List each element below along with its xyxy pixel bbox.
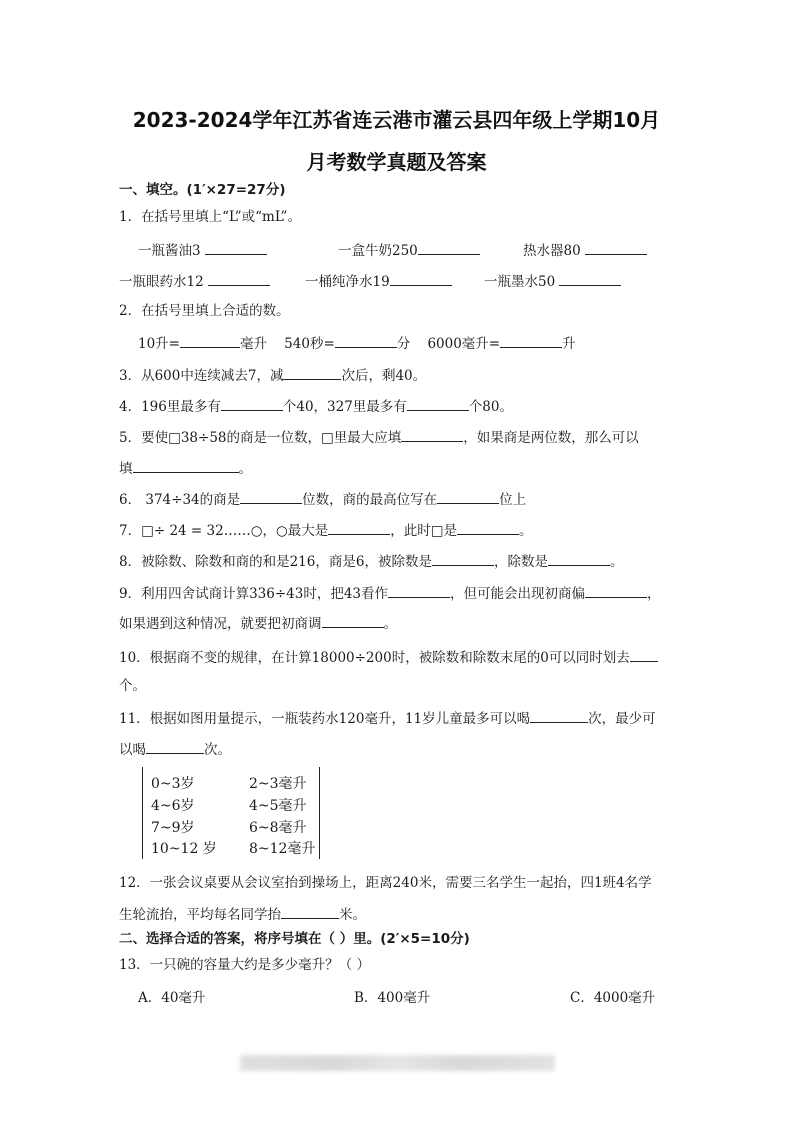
q2-parts: 10升= 毫升 540秒= 分 6000毫升= 升 <box>138 333 576 353</box>
q10-line2: 个。 <box>119 678 146 694</box>
q13-option-b: B．400毫升 <box>354 990 431 1006</box>
dosage-table <box>142 767 320 859</box>
dosage-row: 7~9岁 6~8毫升 <box>151 820 307 836</box>
q1-item-2: 一盒牛奶250 <box>338 240 480 260</box>
q2-text: 2．在括号里填上合适的数。 <box>119 303 290 319</box>
q1-item-6: 一瓶墨水50 <box>484 271 621 291</box>
dosage-row: 4~6岁 4~5毫升 <box>151 798 307 814</box>
dosage-row: 0~3岁 2~3毫升 <box>151 776 307 792</box>
q1-text: 1．在括号里填上“L”或“mL”。 <box>119 209 301 225</box>
q9-line1: 9．利用四舍试商计算336÷43时，把43看作 ，但可能会出现初商偏 ， <box>119 583 661 603</box>
q11-line2: 以喝 次。 <box>119 739 231 759</box>
page-title-line1: 2023-2024学年江苏省连云港市灌云县四年级上学期10月 <box>132 108 661 132</box>
q12-line2: 生轮流抬，平均每名同学抬 米。 <box>119 904 366 924</box>
q12-line1: 12．一张会议桌要从会议室抬到操场上，距离240米，需要三名学生一起抬，四1班4名学 <box>119 875 652 891</box>
q11-line1: 11．根据如图用量提示，一瓶装药水120毫升，11岁儿童最多可以喝 次，最少可 <box>119 708 656 728</box>
q7: 7．□÷ 24 = 32……○，○最大是 ，此时□是 。 <box>119 520 533 540</box>
q5-line1: 5．要使□38÷58的商是一位数，□里最大应填 ，如果商是两位数，那么可以 <box>119 427 639 447</box>
section1-heading: 一、填空。(1′×27=27分) <box>119 182 286 198</box>
q4: 4．196里最多有 个40，327里最多有 个80。 <box>119 396 513 416</box>
q9-line2: 如果遇到这种情况，就要把初商调 。 <box>119 613 397 633</box>
q10-line1: 10．根据商不变的规律，在计算18000÷200时，被除数和除数末尾的0可以同时划去 <box>119 647 658 667</box>
q1-item-4: 一瓶眼药水12 <box>119 271 270 291</box>
q1-item-5: 一桶纯净水19 <box>305 271 452 291</box>
q8: 8．被除数、除数和商的和是216，商是6，被除数是 ，除数是 。 <box>119 551 623 571</box>
q13-text: 13．一只碗的容量大约是多少毫升？（ ） <box>119 957 370 973</box>
q6: 6． 374÷34的商是 位数，商的最高位写在 位上 <box>119 489 526 509</box>
page-title-line2: 月考数学真题及答案 <box>306 150 487 174</box>
dosage-row: 10~12 岁 8~12毫升 <box>151 841 316 857</box>
q1-item-3: 热水器80 <box>523 240 647 260</box>
q13-option-c: C．4000毫升 <box>570 990 656 1006</box>
q5-line2: 填 。 <box>119 458 252 478</box>
q13-option-a: A．40毫升 <box>138 990 206 1006</box>
section2-heading: 二、选择合适的答案，将序号填在（ ）里。(2′×5=10分) <box>119 931 470 947</box>
q3: 3．从600中连续减去7，减 次后，剩40。 <box>119 365 426 385</box>
blurred-footer <box>240 1055 555 1071</box>
q1-item-1: 一瓶酱油3 <box>138 240 267 260</box>
